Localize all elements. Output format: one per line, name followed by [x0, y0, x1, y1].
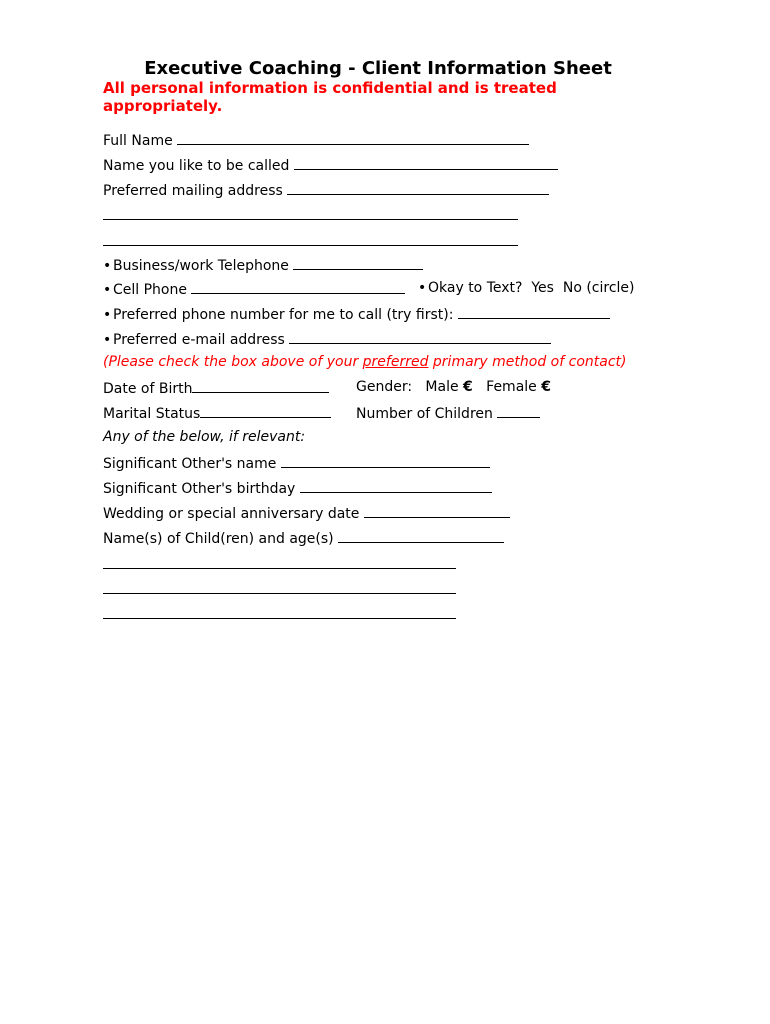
anniversary-row	[103, 503, 510, 523]
called-name-row	[103, 155, 558, 175]
children-line-2[interactable]	[103, 568, 456, 569]
bullet-icon: •	[418, 280, 427, 296]
dob-label: Date of Birth	[103, 381, 193, 397]
preferred-email-field[interactable]	[289, 329, 551, 344]
contact-note-preferred: preferred	[362, 354, 429, 370]
children-names-row	[103, 528, 504, 548]
children-count-row	[356, 403, 540, 423]
dob-row	[103, 378, 329, 398]
bullet-icon: •	[103, 332, 112, 348]
address-line-3[interactable]	[103, 245, 518, 246]
full-name-label: Full Name	[103, 133, 173, 149]
marital-label: Marital Status	[103, 406, 201, 422]
gender-label: Gender:	[356, 379, 413, 395]
so-birthday-field[interactable]	[300, 478, 492, 493]
mailing-address-row	[103, 180, 549, 200]
gender-row	[356, 378, 551, 396]
bullet-icon: •	[103, 258, 112, 274]
relevant-note: Any of the below, if relevant:	[103, 429, 306, 445]
work-phone-field[interactable]	[293, 255, 423, 270]
cell-phone-field[interactable]	[191, 279, 405, 294]
marital-field[interactable]	[200, 403, 331, 418]
work-phone-row	[103, 255, 423, 275]
mailing-address-label: Preferred mailing address	[103, 183, 283, 199]
contact-note-post: primary method of contact)	[428, 354, 627, 370]
children-line-3[interactable]	[103, 593, 456, 594]
contact-note-pre: (Please check the box above of your	[103, 354, 363, 370]
preferred-email-row	[103, 329, 551, 349]
work-phone-label: Business/work Telephone	[113, 258, 289, 274]
preferred-phone-row	[103, 304, 610, 324]
children-count-label: Number of Children	[356, 406, 493, 422]
dob-field[interactable]	[192, 378, 329, 393]
okay-to-text-row	[418, 279, 635, 297]
so-name-row	[103, 453, 490, 473]
okay-to-text-label[interactable]: Okay to Text? Yes No (circle)	[428, 280, 635, 296]
so-name-field[interactable]	[281, 453, 490, 468]
male-checkbox[interactable]: €	[463, 379, 473, 395]
full-name-field[interactable]	[177, 130, 529, 145]
cell-phone-row	[103, 279, 405, 299]
male-label: Male	[425, 379, 459, 395]
bullet-icon: •	[103, 282, 112, 298]
marital-row	[103, 403, 331, 423]
so-name-label: Significant Other's name	[103, 456, 277, 472]
children-names-label: Name(s) of Child(ren) and age(s)	[103, 531, 334, 547]
so-birthday-label: Significant Other's birthday	[103, 481, 296, 497]
called-name-label: Name you like to be called	[103, 158, 290, 174]
female-checkbox[interactable]: €	[541, 379, 551, 395]
full-name-row	[103, 130, 529, 150]
anniversary-field[interactable]	[364, 503, 510, 518]
so-birthday-row	[103, 478, 492, 498]
called-name-field[interactable]	[294, 155, 558, 170]
address-line-2[interactable]	[103, 219, 518, 220]
female-label: Female	[486, 379, 537, 395]
contact-method-note	[103, 353, 626, 371]
preferred-phone-label: Preferred phone number for me to call (try first):	[113, 307, 454, 323]
anniversary-label: Wedding or special anniversary date	[103, 506, 360, 522]
preferred-phone-field[interactable]	[458, 304, 610, 319]
children-names-field[interactable]	[338, 528, 504, 543]
confidentiality-notice: All personal information is confidential and is treated appropriately.	[103, 79, 557, 115]
preferred-email-label: Preferred e-mail address	[113, 332, 285, 348]
cell-phone-label: Cell Phone	[113, 282, 187, 298]
mailing-address-field[interactable]	[287, 180, 549, 195]
page-title: Executive Coaching - Client Information Sheet	[144, 58, 612, 79]
children-count-field[interactable]	[497, 403, 540, 418]
bullet-icon: •	[103, 307, 112, 323]
children-line-4[interactable]	[103, 618, 456, 619]
